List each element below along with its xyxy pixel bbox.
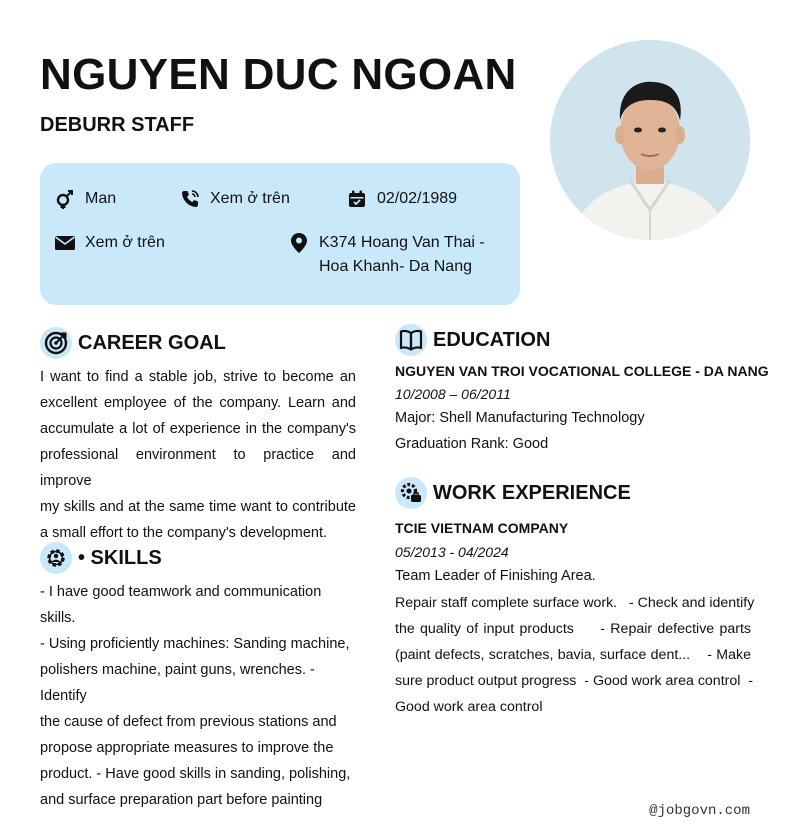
work-line: Good work area control (395, 699, 543, 715)
email-info (54, 231, 165, 255)
education-period: 10/2008 – 06/2011 (395, 386, 511, 402)
gender-icon (54, 187, 76, 211)
skills-line: propose appropriate measures to improve the (40, 740, 334, 756)
skills-line: - Using proficiently machines: Sanding machine, (40, 636, 350, 652)
career-goal-line: excellent employee of the company. Learn and (40, 395, 356, 411)
career-goal-heading (40, 327, 226, 359)
school-name: NGUYEN VAN TROI VOCATIONAL COLLEGE - DA NANG (395, 363, 769, 379)
work-role: Team Leader of Finishing Area. (395, 568, 596, 584)
skills-gear-icon (40, 542, 72, 574)
skills-line: the cause of defect from previous stations and (40, 714, 337, 730)
work-line: (paint defects, scratches, bavia, surface dent... - Make (395, 647, 751, 663)
education-major: Major: Shell Manufacturing Technology (395, 410, 645, 426)
watermark: @jobgovn.com (649, 803, 750, 819)
address-info (288, 231, 485, 279)
email-value: Xem ở trên (85, 234, 165, 251)
career-goal-line: I want to find a stable job, strive to become an (40, 369, 356, 385)
work-period: 05/2013 - 04/2024 (395, 544, 509, 560)
phone-value: Xem ở trên (210, 190, 290, 207)
skills-line: product. - Have good skills in sanding, polishing, (40, 766, 351, 782)
gender-value: Man (85, 190, 117, 207)
career-goal-line: a small effort to the company's development. (40, 525, 328, 541)
company-name: TCIE VIETNAM COMPANY (395, 520, 569, 536)
skills-heading (40, 542, 162, 574)
address-line-1: K374 Hoang Van Thai - (319, 234, 485, 251)
address-value (319, 231, 485, 279)
skills-line: and surface preparation part before painting (40, 792, 323, 808)
phone-icon (179, 187, 201, 211)
work-line: the quality of input products - Repair defective parts (395, 621, 751, 637)
address-line-2: Hoa Khanh- Da Nang (319, 258, 472, 275)
birthday-info (346, 187, 457, 211)
career-goal-line: my skills and at the same time want to contribute (40, 499, 356, 515)
skills-text (40, 579, 360, 813)
location-icon (288, 231, 310, 255)
education-title: EDUCATION (433, 328, 551, 351)
career-goal-title: CAREER GOAL (78, 331, 226, 354)
skills-line: polishers machine, paint guns, wrenches. - Identify (40, 662, 315, 704)
career-goal-text (40, 364, 356, 546)
work-line: Repair staff complete surface work. - Check and identify (395, 595, 755, 611)
avatar (550, 40, 750, 240)
skills-title: • SKILLS (78, 546, 162, 569)
target-icon (40, 327, 72, 359)
skills-line: - I have good teamwork and communication skills. (40, 584, 322, 626)
calendar-icon (346, 187, 368, 211)
career-goal-line: accumulate a lot of experience in the company's (40, 421, 356, 437)
email-icon (54, 231, 76, 255)
work-experience-title: WORK EXPERIENCE (433, 481, 631, 504)
education-heading (395, 324, 550, 356)
birthday-value: 02/02/1989 (377, 190, 458, 207)
book-icon (395, 324, 427, 356)
work-line: sure product output progress - Good work area control - (395, 673, 754, 689)
gender-info (54, 187, 116, 211)
work-gear-icon (395, 477, 427, 509)
education-rank: Graduation Rank: Good (395, 436, 549, 452)
career-goal-line: professional environment to practice and improve (40, 447, 356, 489)
work-experience-heading (395, 477, 631, 509)
candidate-name: NGUYEN DUC NGOAN (40, 50, 517, 99)
job-title: DEBURR STAFF (40, 114, 195, 136)
phone-info (179, 187, 290, 211)
work-description (395, 590, 755, 720)
